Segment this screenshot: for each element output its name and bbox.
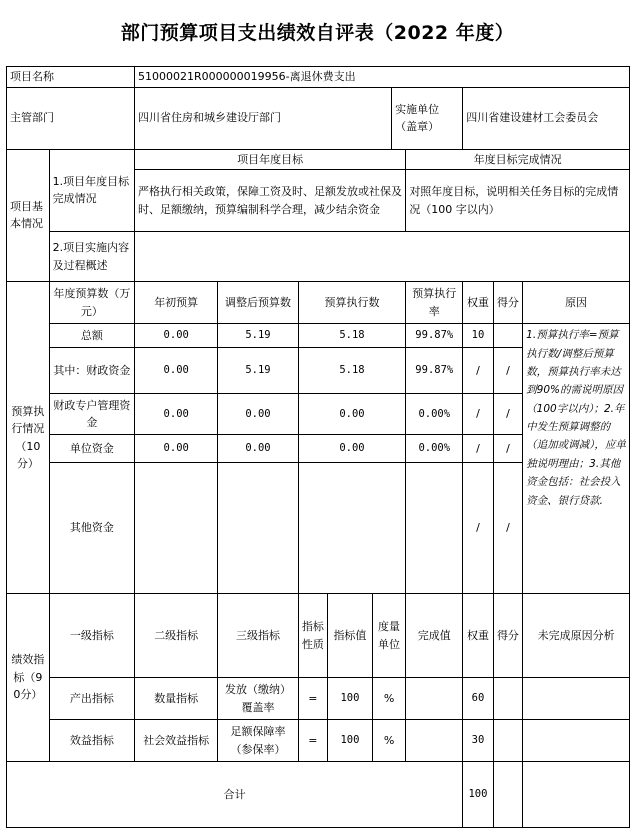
budget-adjusted: 0.00 bbox=[218, 435, 298, 463]
budget-header-rate: 预算执行率 bbox=[406, 282, 463, 324]
budget-header-score: 得分 bbox=[493, 282, 522, 324]
budget-weight: / bbox=[463, 435, 493, 463]
impl-unit-label: 实施单位（盖章） bbox=[392, 87, 463, 149]
budget-rate bbox=[406, 463, 463, 594]
budget-header-executed: 预算执行数 bbox=[298, 282, 406, 324]
process-overview-label: 2.项目实施内容及过程概述 bbox=[49, 232, 134, 282]
dept-value: 四川省住房和城乡建设厅部门 bbox=[135, 87, 392, 149]
total-analysis bbox=[523, 762, 630, 828]
basic-info-label: 项目基本情况 bbox=[7, 149, 50, 282]
perf-unit: % bbox=[372, 720, 406, 762]
perf-nature: = bbox=[298, 720, 327, 762]
perf-header-analysis: 未完成原因分析 bbox=[523, 594, 630, 678]
budget-rate: 0.00% bbox=[406, 394, 463, 435]
perf-header-level2: 二级指标 bbox=[135, 594, 218, 678]
budget-weight: / bbox=[463, 463, 493, 594]
budget-score: / bbox=[493, 394, 522, 435]
budget-row-name: 其中：财政资金 bbox=[49, 348, 134, 394]
budget-row-total bbox=[7, 324, 630, 348]
goal-result-header: 年度目标完成情况 bbox=[406, 149, 630, 170]
budget-adjusted: 0.00 bbox=[218, 394, 298, 435]
perf-done bbox=[406, 720, 463, 762]
perf-weight: 60 bbox=[463, 678, 493, 720]
budget-executed: 5.18 bbox=[298, 324, 406, 348]
annual-goal-header: 项目年度目标 bbox=[135, 149, 406, 170]
budget-score: / bbox=[493, 348, 522, 394]
budget-initial: 0.00 bbox=[135, 324, 218, 348]
perf-level2: 数量指标 bbox=[135, 678, 218, 720]
budget-weight: 10 bbox=[463, 324, 493, 348]
perf-value: 100 bbox=[328, 678, 373, 720]
budget-reason-note: 1.预算执行率=预算执行数/调整后预算数，预算执行率未达到90%的需说明原因（100字以内）；2.年中发生预算调整的（追加或调减），应单独说明理由；3.其他资金包括：社会投入资金、银行贷款. bbox=[523, 324, 630, 594]
perf-header-level1: 一级指标 bbox=[49, 594, 134, 678]
budget-score: / bbox=[493, 463, 522, 594]
perf-analysis bbox=[523, 678, 630, 720]
budget-executed: 0.00 bbox=[298, 435, 406, 463]
budget-adjusted: 5.19 bbox=[218, 348, 298, 394]
budget-initial: 0.00 bbox=[135, 394, 218, 435]
total-row bbox=[7, 762, 630, 828]
impl-unit-value: 四川省建设建材工会委员会 bbox=[463, 87, 630, 149]
perf-score bbox=[493, 720, 522, 762]
perf-header-unit: 度量单位 bbox=[372, 594, 406, 678]
evaluation-table bbox=[6, 66, 630, 828]
budget-executed bbox=[298, 463, 406, 594]
perf-level1: 产出指标 bbox=[49, 678, 134, 720]
annual-goal-text: 严格执行相关政策，保障工资及时、足额发放或社保及时、足额缴纳，预算编制科学合理，减少结余资金 bbox=[135, 170, 406, 232]
budget-rate: 99.87% bbox=[406, 324, 463, 348]
page-title: 部门预算项目支出绩效自评表（2022 年度） bbox=[120, 22, 515, 44]
perf-value: 100 bbox=[328, 720, 373, 762]
budget-header-initial: 年初预算 bbox=[135, 282, 218, 324]
budget-score bbox=[493, 324, 522, 348]
budget-score: / bbox=[493, 435, 522, 463]
perf-score bbox=[493, 678, 522, 720]
perf-header-weight: 权重 bbox=[463, 594, 493, 678]
perf-level2: 社会效益指标 bbox=[135, 720, 218, 762]
goal-completion-label: 1.项目年度目标完成情况 bbox=[49, 149, 134, 232]
total-weight: 100 bbox=[463, 762, 493, 828]
budget-header-reason: 原因 bbox=[523, 282, 630, 324]
budget-header-weight: 权重 bbox=[463, 282, 493, 324]
project-name-value: 51000021R000000019956-离退休费支出 bbox=[135, 67, 630, 88]
perf-level1: 效益指标 bbox=[49, 720, 134, 762]
budget-row-name: 总额 bbox=[49, 324, 134, 348]
perf-nature: = bbox=[298, 678, 327, 720]
perf-weight: 30 bbox=[463, 720, 493, 762]
perf-done bbox=[406, 678, 463, 720]
goal-result-text: 对照年度目标，说明相关任务目标的完成情况（100 字以内） bbox=[406, 170, 630, 232]
perf-header-nature: 指标性质 bbox=[298, 594, 327, 678]
perf-level3: 足额保障率（参保率） bbox=[218, 720, 298, 762]
budget-execution-label: 预算执行情况（10分） bbox=[7, 282, 50, 594]
perf-row-benefit bbox=[7, 720, 630, 762]
budget-row-name: 财政专户管理资金 bbox=[49, 394, 134, 435]
budget-adjusted bbox=[218, 463, 298, 594]
budget-executed: 0.00 bbox=[298, 394, 406, 435]
perf-header-done: 完成值 bbox=[406, 594, 463, 678]
perf-unit: % bbox=[372, 678, 406, 720]
total-label: 合计 bbox=[7, 762, 463, 828]
budget-rate: 0.00% bbox=[406, 435, 463, 463]
budget-header-adjusted: 调整后预算数 bbox=[218, 282, 298, 324]
budget-initial bbox=[135, 463, 218, 594]
budget-executed: 5.18 bbox=[298, 348, 406, 394]
perf-level3: 发放（缴纳）覆盖率 bbox=[218, 678, 298, 720]
budget-row-name: 单位资金 bbox=[49, 435, 134, 463]
budget-weight: / bbox=[463, 394, 493, 435]
budget-initial: 0.00 bbox=[135, 435, 218, 463]
total-score bbox=[493, 762, 522, 828]
budget-initial: 0.00 bbox=[135, 348, 218, 394]
dept-label: 主管部门 bbox=[7, 87, 135, 149]
perf-header-value: 指标值 bbox=[328, 594, 373, 678]
budget-row-name: 其他资金 bbox=[49, 463, 134, 594]
process-overview-value bbox=[135, 232, 630, 282]
budget-adjusted: 5.19 bbox=[218, 324, 298, 348]
perf-row-output bbox=[7, 678, 630, 720]
performance-label: 绩效指标（90分） bbox=[7, 594, 50, 762]
project-name-label: 项目名称 bbox=[7, 67, 135, 88]
budget-weight: / bbox=[463, 348, 493, 394]
perf-analysis bbox=[523, 720, 630, 762]
perf-header-score: 得分 bbox=[493, 594, 522, 678]
perf-header-level3: 三级指标 bbox=[218, 594, 298, 678]
budget-header-item: 年度预算数（万元） bbox=[49, 282, 134, 324]
budget-rate: 99.87% bbox=[406, 348, 463, 394]
